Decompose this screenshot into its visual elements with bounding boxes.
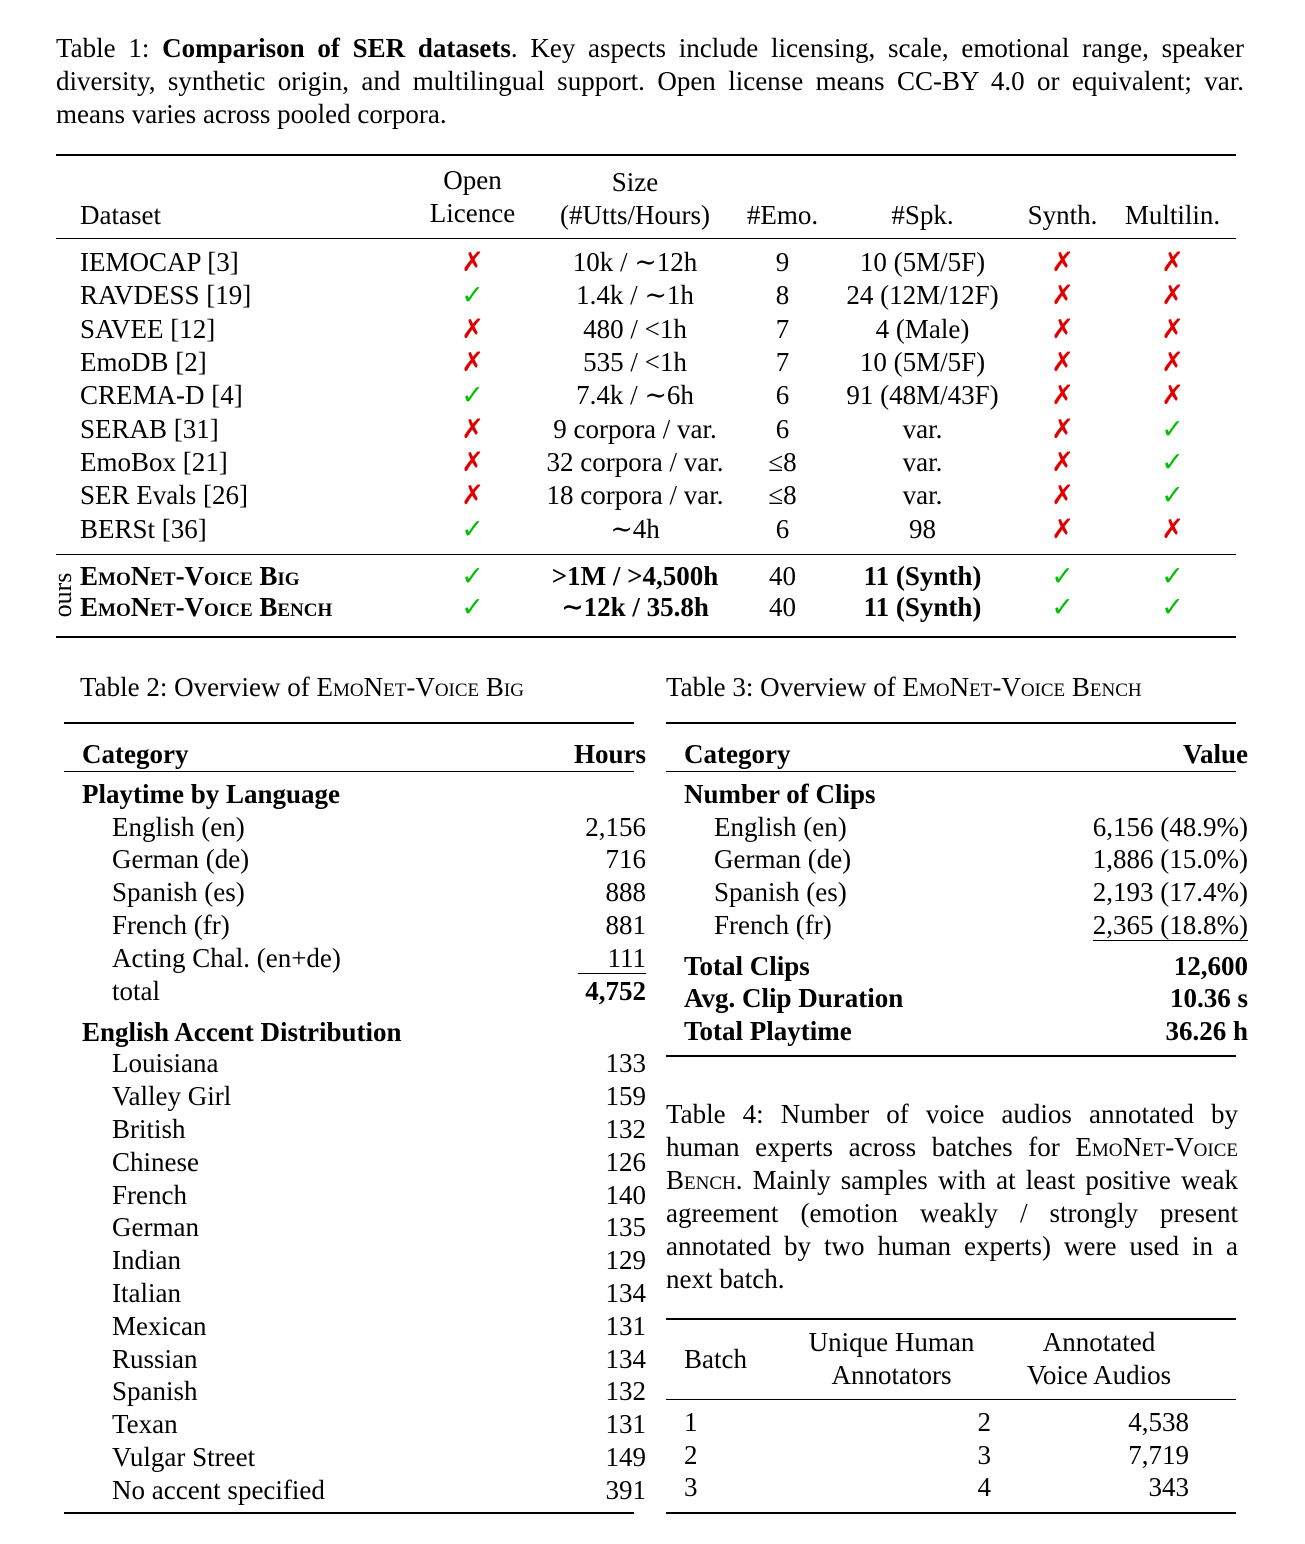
table3-bottom-rule — [666, 1055, 1236, 1057]
row-value: 2,193 (17.4%) — [1092, 877, 1248, 908]
annotators-cell: 3 — [977, 1439, 991, 1470]
row-value: 2,156 — [585, 811, 646, 842]
table2-caption: Table 2: Overview of EmoNet-Voice Big — [80, 672, 524, 702]
table-row — [82, 1277, 646, 1310]
synth-mark: ✓ — [1051, 561, 1074, 591]
section-row — [684, 778, 1248, 811]
size-cell: 10k / ∼12h — [572, 247, 698, 278]
table1-header-rule — [56, 238, 1236, 239]
annotators-cell: 2 — [977, 1406, 991, 1437]
audios-cell: 343 — [1148, 1472, 1189, 1503]
table-row — [82, 1441, 646, 1474]
spk-cell: 10 (5M/5F) — [859, 247, 986, 278]
table3-top-rule — [666, 722, 1236, 724]
row-value: 132 — [605, 1376, 646, 1407]
row-label: Mexican — [112, 1310, 207, 1341]
spk-cell: 91 (48M/43F) — [846, 380, 999, 411]
table1-caption: Table 1: Comparison of SER datasets. Key aspects include licensing, scale, emotional range, speaker diversity, synthetic origin, and multilingual support. Open license means CC-BY 4.0 or equivalent; var. means varies across pooled corpora. — [56, 33, 1245, 129]
dataset-name: EmoDB [2] — [80, 347, 207, 378]
licence-mark: ✓ — [461, 380, 484, 411]
dataset-name: SER Evals [26] — [80, 480, 248, 511]
table2-bottom-rule — [64, 1512, 634, 1514]
emo-cell: 8 — [775, 280, 790, 311]
row-label: French (fr) — [112, 910, 230, 941]
table1-row — [80, 279, 1235, 312]
table1-ours-rule — [56, 554, 1236, 555]
summary-value: 10.36 s — [1169, 982, 1248, 1013]
spk-cell: 10 (5M/5F) — [859, 347, 986, 378]
synth-mark: ✗ — [1051, 413, 1074, 444]
size-cell: 480 / <1h — [583, 313, 687, 344]
multi-mark: ✗ — [1161, 380, 1184, 411]
section-row — [82, 778, 646, 811]
emo-cell: ≤8 — [768, 480, 797, 511]
table-row — [82, 1113, 646, 1146]
multi-mark: ✓ — [1161, 446, 1184, 477]
table-row — [684, 1472, 1189, 1505]
table1-row — [80, 561, 1235, 592]
row-value: 716 — [605, 844, 646, 875]
emo-cell: 6 — [775, 380, 790, 411]
row-label: Louisiana — [112, 1048, 219, 1079]
row-label: Spanish (es) — [714, 877, 847, 908]
multi-mark: ✓ — [1161, 413, 1184, 444]
emo-cell: 40 — [769, 592, 796, 622]
header-spk: #Spk. — [891, 200, 954, 230]
total-value: 4,752 — [585, 975, 646, 1006]
header-emo: #Emo. — [746, 200, 819, 230]
row-label: German (de) — [714, 844, 852, 875]
row-value: 391 — [605, 1474, 646, 1505]
row-label: German (de) — [112, 844, 250, 875]
table4-caption: Table 4: Number of voice audios annotated by human experts across batches for EmoNet-Voice Bench. Mainly samples with at least positive weak agreement (emotion weakly / strongly present annotated by two human experts) were used in a next batch. — [666, 1099, 1239, 1294]
table1-ours — [80, 561, 1235, 623]
multi-mark: ✗ — [1161, 313, 1184, 344]
synth-mark: ✓ — [1051, 592, 1074, 622]
summary-row — [684, 982, 1248, 1015]
dataset-name: RAVDESS [19] — [80, 280, 252, 311]
summary-label: Total Clips — [684, 950, 810, 981]
size-cell: >1M / >4,500h — [551, 561, 719, 591]
header-annotators: Unique Human Annotators — [808, 1327, 975, 1390]
licence-mark: ✗ — [461, 247, 484, 278]
table4-header-rule — [666, 1399, 1236, 1400]
table3 — [684, 730, 1248, 1048]
row-value: 159 — [605, 1081, 646, 1112]
size-cell: 18 corpora / var. — [546, 480, 724, 511]
header-dataset: Dataset — [80, 200, 161, 230]
row-label: No accent specified — [112, 1474, 325, 1505]
size-cell: 9 corpora / var. — [553, 413, 717, 444]
section-row — [82, 1008, 646, 1048]
table2-header-row — [82, 730, 646, 778]
table-row — [684, 876, 1248, 909]
header-hours: Hours — [573, 738, 646, 769]
header-category: Category — [684, 738, 791, 769]
row-label: French (fr) — [714, 910, 832, 941]
header-value: Value — [1182, 738, 1248, 769]
row-value: 140 — [605, 1179, 646, 1210]
dataset-name: CREMA-D [4] — [80, 380, 243, 411]
table-row — [82, 1212, 646, 1245]
table-row — [82, 1146, 646, 1179]
section-heading: Playtime by Language — [82, 778, 341, 809]
table-row — [684, 844, 1248, 877]
row-label: British — [112, 1114, 186, 1145]
synth-mark: ✗ — [1051, 347, 1074, 378]
table1-row — [80, 346, 1235, 379]
multi-mark: ✗ — [1161, 280, 1184, 311]
batch-cell: 1 — [684, 1406, 698, 1437]
table-row — [82, 1179, 646, 1212]
emo-cell: 40 — [769, 561, 796, 591]
table-row — [82, 811, 646, 844]
row-label: Valley Girl — [112, 1081, 232, 1112]
table1-top-rule — [56, 154, 1236, 156]
table-row — [82, 1474, 646, 1507]
section-heading: Number of Clips — [684, 778, 876, 809]
dataset-name: IEMOCAP [3] — [80, 247, 239, 278]
row-value: 6,156 (48.9%) — [1092, 811, 1248, 842]
emo-cell: ≤8 — [768, 446, 797, 477]
batch-cell: 3 — [684, 1472, 698, 1503]
table1-body — [80, 246, 1235, 546]
table1-row — [80, 592, 1235, 623]
row-value: 135 — [605, 1212, 646, 1243]
multi-mark: ✓ — [1161, 592, 1184, 622]
header-category: Category — [82, 738, 189, 769]
row-value — [1044, 909, 1248, 942]
table1-row — [80, 412, 1235, 445]
table4-top-rule — [666, 1318, 1236, 1320]
row-value: 126 — [605, 1146, 646, 1177]
ours-label: ours — [48, 572, 77, 618]
table4 — [684, 1406, 1189, 1504]
spk-cell: 4 (Male) — [875, 313, 970, 344]
licence-mark: ✗ — [461, 347, 484, 378]
spk-cell: var. — [902, 446, 943, 477]
size-cell: ∼12k / 35.8h — [561, 592, 709, 622]
row-label: Russian — [112, 1343, 198, 1374]
size-cell: 1.4k / ∼1h — [576, 280, 694, 311]
table-row — [684, 909, 1248, 942]
size-cell: 7.4k / ∼6h — [576, 380, 694, 411]
table1-row — [80, 446, 1235, 479]
summary-value: 12,600 — [1173, 950, 1248, 981]
table-row — [82, 876, 646, 909]
summary-value: 36.26 h — [1165, 1015, 1248, 1046]
row-value — [542, 942, 646, 975]
header-multi: Multilin. — [1124, 200, 1221, 230]
spk-cell: 24 (12M/12F) — [846, 280, 999, 311]
table1-row — [80, 379, 1235, 412]
row-label: English (en) — [112, 811, 245, 842]
header-audios: Annotated Voice Audios — [1026, 1327, 1172, 1390]
table3-header-row — [684, 730, 1248, 778]
table1-bottom-rule — [56, 636, 1236, 638]
table-row — [82, 909, 646, 942]
multi-mark: ✗ — [1161, 513, 1184, 544]
dataset-name: EmoBox [21] — [80, 446, 228, 477]
summary-row — [684, 1015, 1248, 1048]
table-row — [82, 1408, 646, 1441]
table4-header — [684, 1326, 1199, 1392]
licence-mark: ✓ — [461, 561, 484, 591]
row-value-underlined: 111 — [578, 943, 647, 974]
multi-mark: ✗ — [1161, 347, 1184, 378]
row-value: 132 — [605, 1114, 646, 1145]
multi-mark: ✓ — [1161, 480, 1184, 511]
row-value: 149 — [605, 1442, 646, 1473]
header-batch: Batch — [684, 1343, 747, 1374]
batch-cell: 2 — [684, 1439, 698, 1470]
row-label: Italian — [112, 1278, 181, 1309]
table-row — [82, 844, 646, 877]
licence-mark: ✗ — [461, 413, 484, 444]
table1-row — [80, 313, 1235, 346]
table-row — [82, 1310, 646, 1343]
row-label: German — [112, 1212, 199, 1243]
summary-label: Avg. Clip Duration — [684, 982, 904, 1013]
dataset-name: SAVEE [12] — [80, 313, 216, 344]
licence-mark: ✗ — [461, 313, 484, 344]
emo-cell: 6 — [775, 513, 790, 544]
synth-mark: ✗ — [1051, 446, 1074, 477]
emo-cell: 9 — [775, 247, 790, 278]
audios-cell: 7,719 — [1128, 1439, 1189, 1470]
table-row — [684, 1439, 1189, 1472]
table4-bottom-rule — [666, 1512, 1236, 1514]
table-row — [82, 1244, 646, 1277]
row-value: 881 — [605, 910, 646, 941]
synth-mark: ✗ — [1051, 480, 1074, 511]
row-label: Spanish (es) — [112, 877, 245, 908]
dataset-name: BERSt [36] — [80, 513, 207, 544]
row-label: English (en) — [714, 811, 847, 842]
row-value: 1,886 (15.0%) — [1092, 844, 1248, 875]
row-value: 134 — [605, 1343, 646, 1374]
row-value: 888 — [605, 877, 646, 908]
size-cell: 32 corpora / var. — [546, 446, 724, 477]
size-cell: ∼4h — [610, 513, 660, 544]
table-row — [82, 1080, 646, 1113]
multi-mark: ✓ — [1161, 561, 1184, 591]
synth-mark: ✗ — [1051, 513, 1074, 544]
synth-mark: ✗ — [1051, 380, 1074, 411]
licence-mark: ✗ — [461, 446, 484, 477]
multi-mark: ✗ — [1161, 247, 1184, 278]
section-heading: English Accent Distribution — [82, 1016, 402, 1047]
table3-caption: Table 3: Overview of EmoNet-Voice Bench — [666, 672, 1142, 702]
row-value: 134 — [605, 1278, 646, 1309]
table-row — [82, 942, 646, 975]
spk-cell: var. — [902, 480, 943, 511]
table1-row — [80, 512, 1235, 545]
row-label: Vulgar Street — [112, 1442, 256, 1473]
synth-mark: ✗ — [1051, 313, 1074, 344]
synth-mark: ✗ — [1051, 280, 1074, 311]
spk-cell: 11 (Synth) — [863, 561, 982, 591]
row-label: Indian — [112, 1245, 181, 1276]
licence-mark: ✓ — [461, 592, 484, 622]
spk-cell: 98 — [909, 513, 936, 544]
row-value: 129 — [605, 1245, 646, 1276]
table-row — [684, 811, 1248, 844]
table1-row — [80, 246, 1235, 279]
table-row — [684, 1406, 1189, 1439]
table-row — [82, 1343, 646, 1376]
row-label: Texan — [112, 1409, 178, 1440]
dataset-name: EmoNet-Voice Bench — [80, 592, 333, 622]
row-label: Spanish — [112, 1376, 198, 1407]
header-synth: Synth. — [1027, 200, 1098, 230]
dataset-name: SERAB [31] — [80, 413, 219, 444]
row-value: 131 — [605, 1409, 646, 1440]
row-label: Acting Chal. (en+de) — [112, 942, 341, 973]
total-label: total — [112, 975, 160, 1006]
spk-cell: var. — [902, 413, 943, 444]
emo-cell: 6 — [775, 413, 790, 444]
licence-mark: ✓ — [461, 280, 484, 311]
row-label: Chinese — [112, 1146, 199, 1177]
table-row — [82, 1376, 646, 1409]
size-cell: 535 / <1h — [583, 347, 687, 378]
table1-header — [80, 162, 1235, 232]
summary-row — [684, 942, 1248, 982]
emo-cell: 7 — [775, 313, 790, 344]
table1-row — [80, 479, 1235, 512]
spk-cell: 11 (Synth) — [863, 592, 982, 622]
row-value: 131 — [605, 1310, 646, 1341]
header-licence: Open Licence — [429, 165, 516, 228]
table2 — [82, 730, 646, 1507]
total-row — [82, 975, 646, 1008]
summary-label: Total Playtime — [684, 1015, 852, 1046]
licence-mark: ✓ — [461, 513, 484, 544]
row-value: 133 — [605, 1048, 646, 1079]
annotators-cell: 4 — [977, 1472, 991, 1503]
table-row — [82, 1048, 646, 1081]
header-size: Size (#Utts/Hours) — [560, 167, 710, 230]
row-value-underlined: 2,365 (18.8%) — [1092, 910, 1248, 941]
audios-cell: 4,538 — [1128, 1406, 1189, 1437]
synth-mark: ✗ — [1051, 247, 1074, 278]
dataset-name: EmoNet-Voice Big — [80, 561, 300, 591]
emo-cell: 7 — [775, 347, 790, 378]
table2-top-rule — [64, 722, 634, 724]
row-label: French — [112, 1179, 187, 1210]
licence-mark: ✗ — [461, 480, 484, 511]
